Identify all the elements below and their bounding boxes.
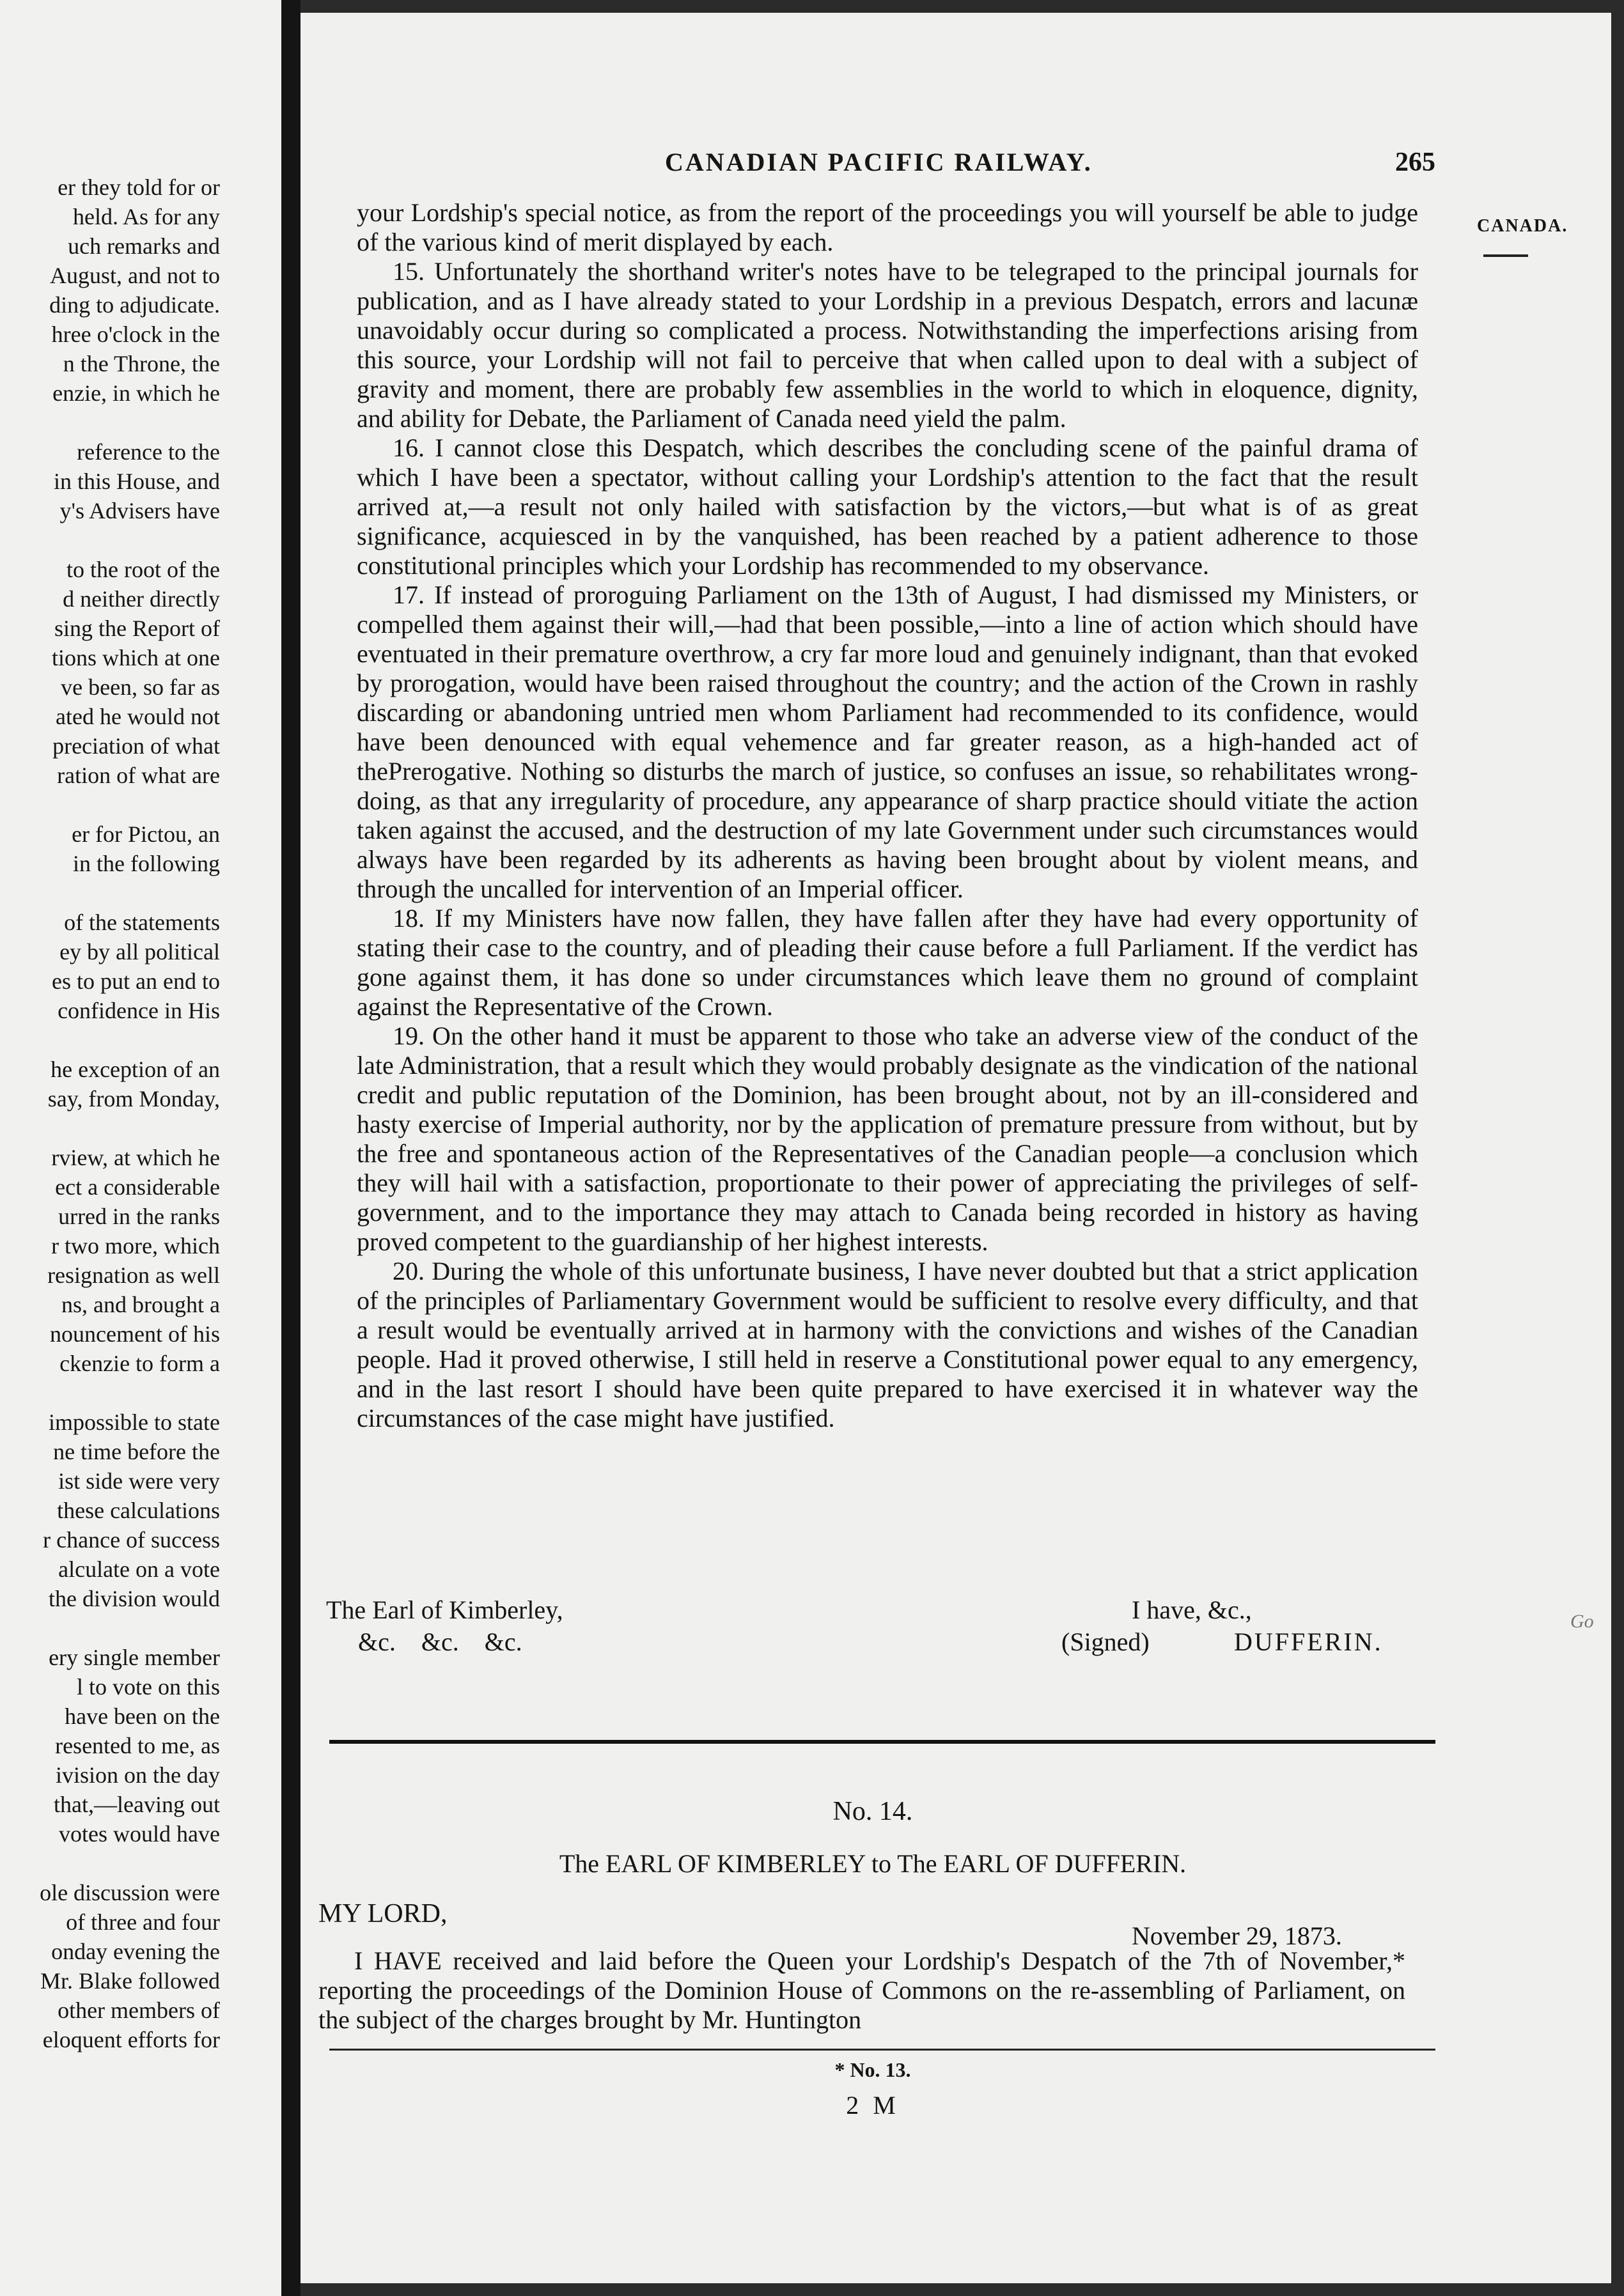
margin-rule <box>1483 254 1528 257</box>
letter-paragraph: I HAVE received and laid before the Queen your Lordship's Despatch of the 7th of November,* reporting the proceedings of the Dominion House of Commons on the re-assembling of Parliament, on the subject of the charges brought by Mr. Huntington <box>318 1946 1405 2034</box>
left-page-line: other members of <box>58 1997 220 2023</box>
paragraph-continuation: your Lordship's special notice, as from the report of the proceedings you will yourself be able to judge of the various kind of merit displayed by each. <box>357 198 1418 256</box>
left-page-line: that,—leaving out <box>54 1792 220 1817</box>
signed-label: (Signed) <box>1061 1627 1150 1656</box>
despatch-body <box>357 198 1418 1433</box>
left-page-line: l to vote on this <box>77 1674 220 1700</box>
left-page-line: in this House, and <box>54 469 220 494</box>
paragraph-15: 15. Unfortunately the shorthand writer's notes have to be telegraped to the principal journals for publication, and as I have already stated to your Lordship in a previous Despatch, errors and lacunæ unavoidably occur during so complicated a process. Notwithstanding the imperfections arising from this source, your Lordship will not fail to perceive that when called upon to deal with a subject of gravity and moment, there are probably few assemblies in the world to which in eloquence, dignity, and ability for Debate, the Parliament of Canada need yield the palm. <box>357 257 1418 433</box>
left-page-line: rview, at which he <box>51 1145 220 1170</box>
salutation: MY LORD, <box>318 1899 448 1928</box>
left-page-line: ns, and brought a <box>61 1292 220 1317</box>
paragraph-16: 16. I cannot close this Despatch, which describes the concluding scene of the painful drama of which I have been a spectator, without calling your Lordship's attention to the fact that the result arrived at,—a result not only hailed with satisfaction by the victors,—but what is of as great significance, acquiesced in by the vanquished, has been reached by a patient adherence to those constitutional principles which your Lordship has recommended to my observance. <box>357 433 1418 580</box>
left-page-line: votes would have <box>59 1821 220 1847</box>
left-page-line: nouncement of his <box>50 1321 220 1347</box>
left-page-line: hree o'clock in the <box>51 322 220 347</box>
page-number: 265 <box>1395 148 1435 177</box>
page-header <box>301 147 1611 185</box>
document-heading: The EARL OF KIMBERLEY to The EARL OF DUFFERIN. <box>559 1849 1187 1878</box>
left-page-line: he exception of an <box>51 1057 220 1082</box>
left-page-line: ect a considerable <box>55 1174 220 1200</box>
closing: I have, &c., <box>1132 1595 1252 1624</box>
left-page-line: in the following <box>73 851 220 876</box>
left-page-line: ckenzie to form a <box>59 1351 220 1376</box>
running-title: CANADIAN PACIFIC RAILWAY. <box>665 148 1093 176</box>
paragraph-20: 20. During the whole of this unfortunate business, I have never doubted but that a strict application of the principles of Parliamentary Government would be sufficient to resolve every difficulty, and that a result would be eventually arrived at in harmony with the convictions and wishes of the Canadian people. Had it proved otherwise, I still held in reserve a Constitutional power equal to any emergency, and in the last resort I should have been quite prepared to have exercised it in whatever way the circumstances of the case might have justified. <box>357 1257 1418 1432</box>
printer-signature-mark: 2 M <box>846 2091 900 2120</box>
left-page-line: sing the Report of <box>54 616 220 641</box>
left-page-line: ding to adjudicate. <box>49 292 220 318</box>
section-divider <box>329 1740 1435 1744</box>
left-page-line: these calculations <box>57 1498 220 1523</box>
left-page-line: ole discussion were <box>40 1880 220 1905</box>
left-page-fragment <box>0 0 281 2296</box>
document-number: No. 14. <box>832 1797 913 1826</box>
margin-mark: Go <box>1570 1611 1594 1632</box>
left-page-line: preciation of what <box>52 733 220 759</box>
left-page-line: onday evening the <box>51 1939 220 1964</box>
addressee: The Earl of Kimberley, <box>326 1595 563 1624</box>
left-page-line: ne time before the <box>53 1439 220 1464</box>
left-page-line: er they told for or <box>58 175 220 200</box>
left-page-line: es to put an end to <box>52 968 220 994</box>
left-page-line: r chance of success <box>43 1527 220 1553</box>
paragraph-19: 19. On the other hand it must be apparent to those who take an adverse view of the conduct of the late Administration, that a result which they would probably designate as the vindication of the national credit and public reputation of the Dominion, has been brought about, not by an ill-considered and hasty exercise of Imperial authority, nor by the application of premature pressure from without, but by the free and spontaneous action of the Representatives of the Canadian people—a conclusion which they will hail with a satisfaction, proportionate to their power of appreciating the privileges of self-government, and to the importance they may attach to Canada being recorded in history as having proved competent to the guardianship of her highest interests. <box>357 1021 1418 1256</box>
left-page-line: d neither directly <box>63 586 220 612</box>
left-page-line: Mr. Blake followed <box>40 1968 220 1994</box>
left-page-line: impossible to state <box>49 1409 220 1435</box>
footnote-rule <box>329 2049 1435 2051</box>
left-page-line: ery single member <box>49 1645 220 1670</box>
left-page-line: urred in the ranks <box>58 1204 220 1229</box>
addressee-etc: &c. &c. &c. <box>358 1627 522 1656</box>
paragraph-18: 18. If my Ministers have now fallen, they have fallen after they have had every opportunity of stating their case to the country, and of pleading their cause before a full Parliament. If the verdict has gone against them, it has done so under circumstances which leave them no ground of complaint against the Representative of the Crown. <box>357 904 1418 1021</box>
left-page-line: the division would <box>49 1586 220 1611</box>
left-page-line: n the Throne, the <box>63 351 220 376</box>
main-page <box>301 13 1611 2283</box>
left-page-line: resented to me, as <box>55 1733 220 1758</box>
left-page-line: ist side were very <box>58 1468 220 1494</box>
left-page-line: ve been, so far as <box>61 674 220 700</box>
left-page-line: uch remarks and <box>68 233 220 259</box>
left-page-line: ration of what are <box>57 763 220 788</box>
left-page-line: ated he would not <box>56 704 220 729</box>
left-page-line: of the statements <box>64 910 220 935</box>
left-page-line: say, from Monday, <box>47 1086 220 1112</box>
left-page-line: r two more, which <box>51 1233 220 1259</box>
left-page-line: August, and not to <box>50 263 220 288</box>
left-page-line: to the root of the <box>66 557 220 582</box>
book-gutter <box>281 0 301 2296</box>
left-page-line: er for Pictou, an <box>72 821 220 847</box>
left-page-line: resignation as well <box>47 1262 220 1288</box>
margin-label: CANADA. <box>1477 216 1568 236</box>
left-page-line: eloquent efforts for <box>42 2027 220 2052</box>
footnote: * No. 13. <box>834 2058 911 2081</box>
left-page-line: y's Advisers have <box>59 498 220 524</box>
left-page-line: tions which at one <box>52 645 220 671</box>
left-page-line: confidence in His <box>58 998 220 1023</box>
letter-date: November 29, 1873. <box>1132 1921 1342 1950</box>
signature-block <box>326 1595 1413 1678</box>
left-page-line: enzie, in which he <box>52 380 220 406</box>
left-page-line: ivision on the day <box>56 1762 220 1788</box>
left-page-line: reference to the <box>77 439 220 465</box>
left-page-line: alculate on a vote <box>58 1556 220 1582</box>
letter-body <box>318 1946 1405 2035</box>
paragraph-17: 17. If instead of proroguing Parliament on the 13th of August, I had dismissed my Ministers, or compelled them against their will,—had that been possible,—into a line of action which should have eventuated in their premature overthrow, a cry far more loud and genuinely indignant, than that evoked by prorogation, would have been raised throughout the country; and the action of the Crown in rashly discarding or abandoning untried men whom Parliament had recommended to its confidence, would have been denounced with equal vehemence and far greater reason, as a high-handed act of thePrerogative. Nothing so disturbs the march of justice, so confuses an issue, so rehabilitates wrong-doing, as that any irregularity of procedure, any appearance of sharp practice should vitiate the action taken against the accused, and the destruction of my late Government under such circumstances would always have been regarded by its adherents as having been brought about by violent means, and through the uncalled for intervention of an Imperial officer. <box>357 580 1418 903</box>
signatory-name: DUFFERIN. <box>1234 1627 1383 1656</box>
left-page-line: have been on the <box>65 1703 220 1729</box>
left-page-line: ey by all political <box>59 939 220 965</box>
left-page-line: of three and four <box>66 1909 220 1935</box>
left-page-line: held. As for any <box>73 204 220 229</box>
